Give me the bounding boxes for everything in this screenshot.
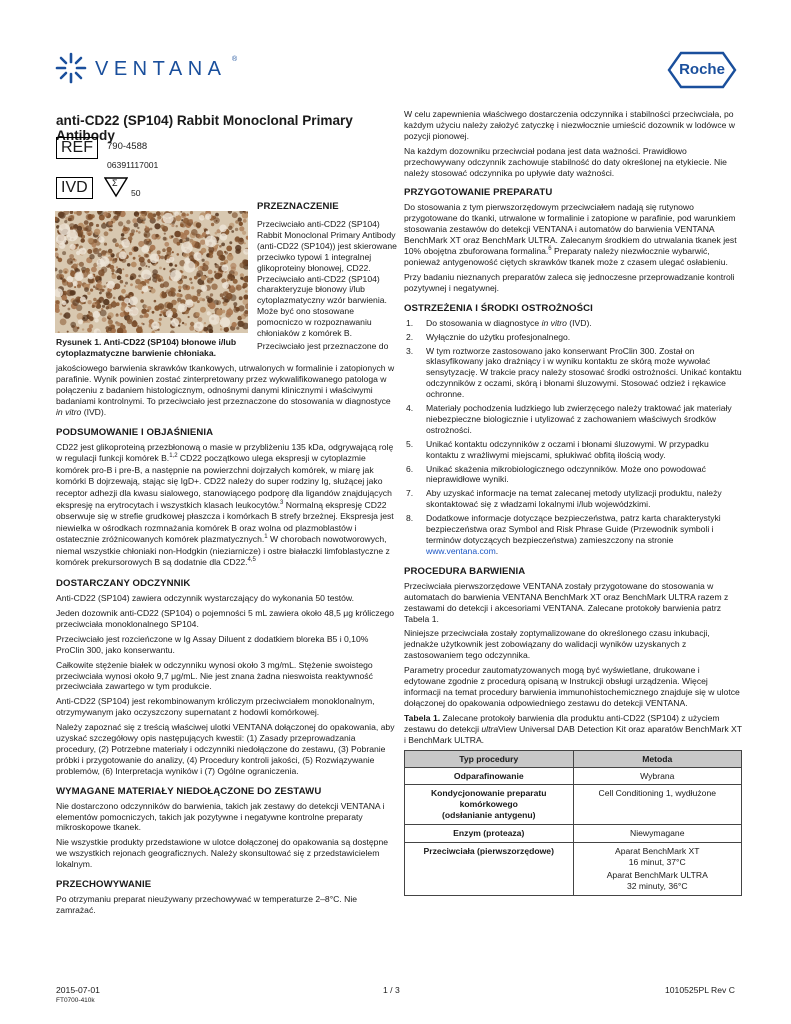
- table-row: [405, 825, 742, 843]
- table-cell: Odparafinowanie: [405, 767, 574, 785]
- reagent-p5: Anti-CD22 (SP104) jest rekombinowanym króliczym przeciwciałem monoklonalnym, otrzymywanym jako oczyszczony supernatant z hodowli komórkowej.: [56, 696, 375, 718]
- tests-sigma: Σ: [112, 178, 118, 188]
- summary-p1: CD22 jest glikoproteiną przezbłonową o masie w przybliżeniu 135 kDa, odgrywającą rolę w regulacji funkcji komórek B.$^{1,2}$ CD22 początkowo ulega ekspresji w cytoplazmie komórek pro-B i pre-B, a następnie na powierzchni dojrzałych komórek, w miarę jak komórki B dojrzewają, stając się IgD+. CD22 należy do super rodziny Ig, służącej jako receptor adhezji dla kwasu sialowego, stanowiącego podporę dla ligandów znajdujących ekspresję na erytrocytach i wszystkich klasach leukocytów.$^3$ Normalną ekspresję CD22 obserwuje się w strefie grudkowej płaszcza i komórkach B strefy brzeżnej. Ekspresja jest niewielka w ośrodkach rozmnażania komórek B oraz wolna od plazmoblastów i ostatecznie zróżnicowanych komórek plazmatycznych.$^1$ W chorobach nowotworowych, niemal wszystkie chłoniaki non-Hodgkin (nieziarnicze) i ostre białaczki limfoblastyczne z komórek prekursorowych B są dodatnie dla CD22.$^{4,5}$: [56, 441, 394, 568]
- reagent-p1: Anti-CD22 (SP104) zawiera odczynnik wystarczający do wykonania 50 testów.: [56, 593, 355, 604]
- ventana-logo: [54, 50, 244, 90]
- storage-cont-p2: Na każdym dozowniku przeciwciał podana jest data ważności. Prawidłowo przechowywany odczynnik zachowuje stabilność do daty określonej na etykiecie. Nie należy stosować odczynnika po upływie daty ważności.: [404, 145, 727, 178]
- specimen-heading: PRZYGOTOWANIE PREPARATU: [404, 187, 553, 199]
- figure-image: [55, 211, 248, 333]
- storage-p1: Po otrzymaniu preparat nieużywany przechowywać w temperaturze 2–8°C. Nie zamrażać.: [56, 894, 358, 915]
- warning-item-2: 2. Wyłącznie do użytku profesjonalnego.: [406, 331, 571, 342]
- tests-count: 50: [131, 188, 141, 198]
- right-column: [404, 109, 742, 896]
- table-cell: Enzym (proteaza): [405, 825, 574, 843]
- intended-use-p1: Przeciwciało anti-CD22 (SP104) Rabbit Monoclonal Primary Antibody (anti-CD22 (SP104)) jest skierowane przeciwko typowi 1 integralnej glikoproteiny błonowej, CD22. Przeciwciało anti-CD22 (SP104) charakteryzuje błonowy i/lub cytoplazmatyczny wzór barwienia. Może być ono stosowane pomocniczo w rozpoznawaniu chłoniaków z komórek B.: [257, 219, 397, 339]
- procedure-p1: Przeciwciała pierwszorzędowe VENTANA zostały przygotowane do stosowania w automatach do barwienia VENTANA BenchMark XT oraz BenchMark ULTRA razem z zestawami do detekcji i akcesoriami VENTANA. Zalecane protokoły barwienia patrz Tabela 1.: [404, 580, 729, 624]
- table-cell: Wybrana: [573, 767, 742, 785]
- reagent-heading: DOSTARCZANY ODCZYNNIK: [56, 578, 191, 590]
- specimen-p1: Do stosowania z tym pierwszorzędowym przeciwciałem nadają się rutynowo przygotowane do tkanki, utrwalone w formalinie i zatopione w parafinie, pod warunkiem stosowania zestawów do detekcji VENTANA i automatów do barwienia VENTANA BenchMark XT oraz BenchMark ULTRA. Zalecanym środkiem do utrwalania tkanek jest 10% obojętna zbuforowana formalina.$^6$ Preparaty należy niezwłocznie wybarwić, ponieważ antygenowość ciętych skrawków tkanek może z czasem ulegać osłabieniu.: [404, 202, 737, 267]
- table-header: Metoda: [573, 750, 742, 767]
- procedure-p2: Niniejsze przeciwciała zostały zoptymalizowane do określonego czasu inkubacji, jednakże użytkownik jest zobowiązany do walidacji wyników uzyskanych z zastosowaniem tego odczynnika.: [404, 628, 710, 661]
- figure-caption: Rysunek 1. Anti-CD22 (SP104) błonowe i/lub cytoplazmatyczne barwienie chłoniaka.: [56, 337, 237, 358]
- procedure-heading: PROCEDURA BARWIENIA: [404, 565, 526, 577]
- ref-number: 790-4588: [107, 141, 148, 152]
- table-row: [405, 843, 742, 896]
- ventana-registered: ®: [232, 56, 238, 63]
- specimen-p2: Przy badaniu nieznanych preparatów zaleca się jednoczesne przeprowadzanie kontroli pozytywnej i negatywnej.: [404, 271, 735, 293]
- ivd-box: IVD: [56, 177, 93, 199]
- storage-cont-p1: W celu zapewnienia właściwego dostarczenia odczynnika i stabilności przeciwciała, po każdym użyciu należy założyć zatyczkę i niezwłocznie umieścić dozownik w lodówce w pozycji pionowej.: [404, 109, 735, 141]
- table-row: [405, 767, 742, 785]
- table-cell: Kondycjonowanie preparatu komórkowego (odsłanianie antygenu): [405, 785, 574, 825]
- warning-item-5: 5. Unikać kontaktu odczynników z oczami i błonami śluzowymi. W przypadku kontaktu z wrażliwymi miejscami, spłukiwać obfitą ilością wody.: [406, 438, 709, 460]
- summary-heading: PODSUMOWANIE I OBJAŚNIENIA: [56, 426, 214, 438]
- intended-use-section: [257, 201, 397, 352]
- table-cell: Przeciwciała (pierwszorzędowe): [405, 843, 574, 896]
- footer-form: FT0700-410k: [56, 997, 95, 1004]
- footer-doc: 1010525PL Rev C: [665, 985, 735, 995]
- table-cell: Niewymagane: [573, 825, 742, 843]
- procedure-p3: Parametry procedur zautomatyzowanych mogą być wyświetlane, drukowane i edytowane zgodnie z procedurą opisaną w Instrukcji obsługi urządzenia. Więcej informacji na temat procedury barwienia immunohistochemicznego znajduje się w ulotce dołączonej do opakowania odpowiedniego zestawu do detekcji VENTANA.: [404, 665, 740, 708]
- footer-page: 1 / 3: [383, 985, 400, 995]
- required-p2: Nie wszystkie produkty przedstawione w ulotce dołączonej do opakowania są dostępne we wszystkich rejonach geograficznych. Należy skonsultować się z przedstawicielem lokalnym.: [56, 837, 389, 870]
- product-title: anti-CD22 (SP104) Rabbit Monoclonal Primary Antibody: [56, 113, 353, 143]
- ref-number-2: 06391117001: [107, 160, 159, 170]
- table-header-row: [405, 750, 742, 767]
- table-caption: Tabela 1. Zalecane protokoły barwienia dla produktu anti-CD22 (SP104) z użyciem zestawu do detekcji ultraView Universal DAB Detection Kit oraz aparatów BenchMark XT i BenchMark ULTRA.: [404, 712, 742, 745]
- intended-use-heading: PRZEZNACZENIE: [257, 201, 339, 212]
- reagent-p4: Całkowite stężenie białek w odczynniku wynosi około 3 mg/mL. Stężenie swoistego przeciwciała wynosi około 9,7 μg/mL. Nie jest znana żadna nieswoista reaktywność przeciwciała zawartego w tym produkcie.: [56, 659, 373, 692]
- warning-item-6: 6. Unikać skażenia mikrobiologicznego odczynników. Może ono powodować nieprawidłowe wyniki.: [406, 463, 706, 485]
- table-cell: Aparat BenchMark XT 16 minut, 37°C Aparat BenchMark ULTRA 32 minuty, 36°C: [573, 843, 742, 896]
- roche-wordmark: Roche: [679, 61, 725, 78]
- ventana-website-link[interactable]: www.ventana.com: [426, 545, 496, 556]
- reagent-p3: Przeciwciało jest rozcieńczone w Ig Assay Diluent z dodatkiem bloreka B5 i 0,10% ProClin 300, jako konserwantu.: [56, 633, 369, 655]
- ref-symbol: [56, 137, 98, 159]
- warnings-list: [404, 318, 742, 557]
- warnings-heading: OSTRZEŻENIA I ŚRODKI OSTROŻNOŚCI: [404, 302, 593, 314]
- table-header: Typ procedury: [405, 750, 574, 767]
- intended-use-p2-first: Przeciwciało jest przeznaczone do: [257, 340, 389, 351]
- warning-item-3: 3. W tym roztworze zastosowano jako konserwant ProClin 300. Został on sklasyfikowany jako drażniący i w wyniku kontaktu ze skórą może wywołać sensytyzację. W trakcie pracy należy stosować środki ostrożności. Unikać kontaktu odczynników z oczami, skórą i błonami śluzowymi. Stosować odzież i rękawice ochronne.: [406, 345, 742, 400]
- warning-item-1: 1. Do stosowania w diagnostyce in vitro (IVD).: [406, 317, 592, 328]
- required-p1: Nie dostarczono odczynników do barwienia, takich jak zestawy do detekcji VENTANA i elementów pomocniczych, takich jak pozytywne i negatywne kontrolne preparaty mikroskopowe tkanek.: [56, 800, 385, 833]
- table-cell: Cell Conditioning 1, wydłużone: [573, 785, 742, 825]
- required-heading: WYMAGANE MATERIAŁY NIEDOŁĄCZONE DO ZESTAWU: [56, 785, 322, 797]
- warning-item-8: 8. Dodatkowe informacje dotyczące bezpieczeństwa, patrz karta charakterystyki bezpieczeństwa oraz Symbol and Risk Phrase Guide (Przewodnik symboli i terminów dotyczących bezpieczeństwa) zamieszczony na stronie www.ventana.com.: [406, 513, 721, 556]
- ivd-symbol: [56, 177, 93, 199]
- storage-heading: PRZECHOWYWANIE: [56, 879, 152, 891]
- ref-box: REF: [56, 137, 98, 159]
- protocol-table: [404, 750, 742, 896]
- reagent-p2: Jeden dozownik anti-CD22 (SP104) o pojemności 5 mL zawiera około 48,5 μg króliczego przeciwciała monoklonalnego SP104.: [56, 607, 395, 629]
- roche-logo: [667, 51, 737, 89]
- tests-symbol: [104, 176, 144, 202]
- warning-item-4: 4. Materiały pochodzenia ludzkiego lub zwierzęcego należy traktować jak materiały niebezpieczne biologicznie i utylizować z zachowaniem właściwych środków ostrożności.: [406, 403, 732, 435]
- left-column: [56, 363, 397, 920]
- ventana-star-icon: [54, 51, 88, 85]
- reagent-p6: Należy zapoznać się z treścią właściwej ulotki VENTANA dołączonej do opakowania, aby uzyskać szczegółowy opis następujących kwestii: (1) Zasady przeprowadzania procedury, (2) Potrzebne materiały i odczynniki niedołączone do zestawu, (3) Pobranie próbki i przygotowanie do analizy, (4) Procedury kontroli jakości, (5) Rozwiązywanie problemów, (6) Interpretacja wyników i (7) Ogólne ograniczenia.: [56, 722, 395, 776]
- warning-item-7: 7. Aby uzyskać informacje na temat zalecanej metody utylizacji produktu, należy skontaktować się z władzami lokalnymi i/lub wojewódzkimi.: [406, 488, 722, 510]
- table-row: [405, 785, 742, 825]
- footer-date: 2015-07-01: [56, 985, 100, 995]
- intended-use-p2: jakościowego barwienia skrawków tkankowych, utrwalonych w formalinie i zatopionych w parafinie. Wynik powinien zostać zinterpretowany przez wykwalifikowanego patologa w połączeniu z badaniem histologicznym, odnośnymi danymi klinicznymi i właściwymi badaniami kontrolnymi. To przeciwciało jest przeznaczone do stosowania w diagnostyce in vitro (IVD).: [56, 363, 395, 417]
- ventana-wordmark: VENTANA: [95, 58, 227, 80]
- ihc-stain-image: [55, 211, 248, 333]
